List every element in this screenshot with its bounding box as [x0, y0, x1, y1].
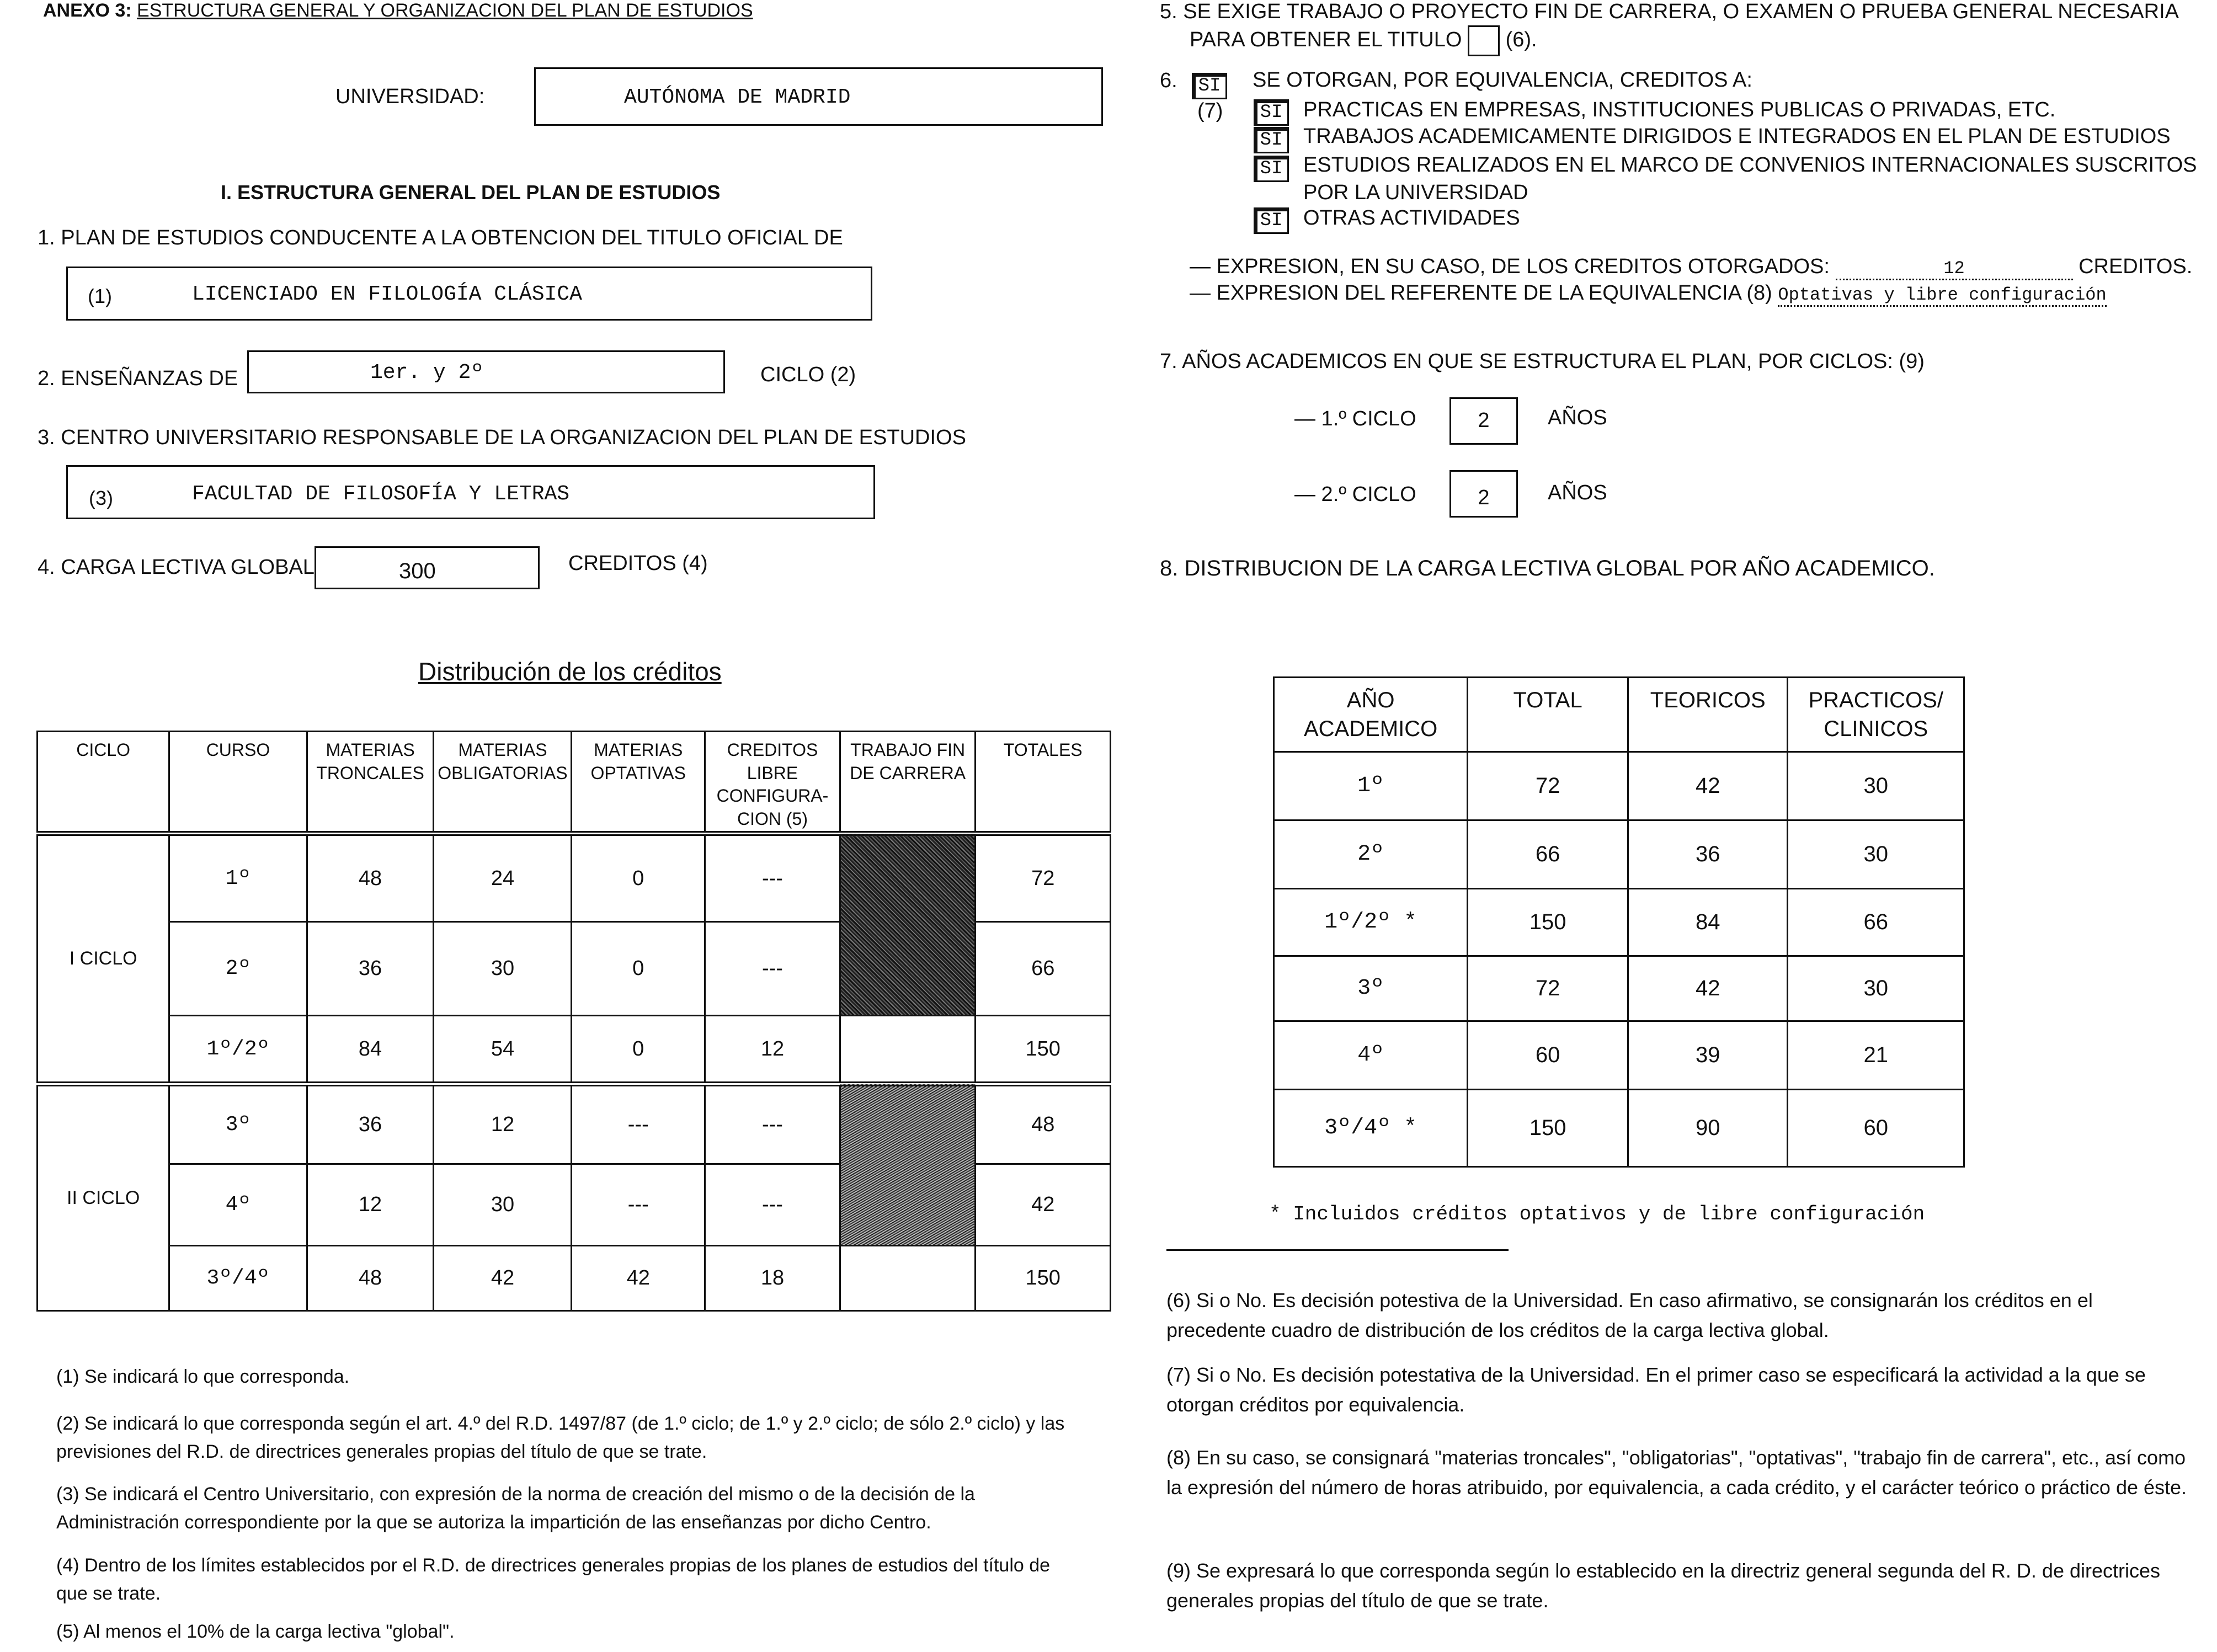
cell-practicos: 66 [1788, 889, 1964, 956]
item4-suffix: CREDITOS (4) [568, 552, 708, 575]
header-total: TOTAL [1468, 678, 1628, 752]
cell-total: 150 [1468, 889, 1628, 956]
option-text: ESTUDIOS REALIZADOS EN EL MARCO DE CONVENIOS INTERNACIONALES SUSCRITOS [1303, 153, 2197, 177]
university-field [534, 67, 1103, 126]
cell-ano: 2º [1274, 820, 1468, 889]
cell-total: 72 [1468, 956, 1628, 1021]
cell-total: 72 [1468, 752, 1628, 820]
item1-label: 1. PLAN DE ESTUDIOS CONDUCENTE A LA OBTENCION DEL TITULO OFICIAL DE [38, 226, 843, 249]
item6-ref: (7) [1197, 99, 1223, 122]
note-8: (8) En su caso, se consignará "materias troncales", "obligatorias", "optativas", "trabajo fin de carrera", etc., así como la expresión del número de horas atribuido, por equivalencia, a cada crédito, y el carácter teórico o práctico de éste. [1166, 1446, 2187, 1499]
year-distribution-table [1273, 676, 1965, 1168]
credits-value: 300 [399, 559, 436, 583]
cell-teoricos: 90 [1628, 1090, 1787, 1167]
cell-ano: 1º/2º * [1274, 889, 1468, 956]
cell-total: 48 [976, 1084, 1111, 1164]
table-row [1274, 1090, 1964, 1167]
degree-field [66, 267, 872, 321]
note-5: (5) Al menos el 10% de la carga lectiva "global". [56, 1621, 455, 1642]
header-practicos: PRACTICOS/ CLINICOS [1788, 678, 1964, 752]
cell-practicos: 60 [1788, 1090, 1964, 1167]
item5-suffix: (6). [1505, 28, 1537, 52]
cell-libre: --- [705, 922, 840, 1016]
cycle-years-value: 2 [1478, 409, 1490, 432]
cell-libre: --- [705, 1084, 840, 1164]
section-title: I. ESTRUCTURA GENERAL DEL PLAN DE ESTUDIOS [221, 181, 721, 204]
table-row [38, 1246, 1111, 1311]
cell-teoricos: 42 [1628, 752, 1787, 820]
year-table-footnote: * Incluidos créditos optativos y de libre configuración [1269, 1203, 1925, 1225]
cell-optativas: 0 [572, 834, 705, 922]
cell-obligatorias: 54 [434, 1016, 572, 1084]
expr1-suffix: CREDITOS. [2079, 255, 2193, 278]
trabajo-fin-shaded-1 [840, 834, 976, 1016]
cell-curso: 1º/2º [169, 1016, 307, 1084]
item7-label: 7. AÑOS ACADEMICOS EN QUE SE ESTRUCTURA EL PLAN, POR CICLOS: (9) [1160, 350, 1925, 373]
cell-total: 66 [1468, 820, 1628, 889]
header-totales: TOTALES [976, 732, 1111, 834]
expr1-line [1190, 255, 2205, 280]
cell-teoricos: 39 [1628, 1021, 1787, 1090]
cell-trabajo-empty [840, 1016, 976, 1084]
cell-curso: 3º/4º [169, 1246, 307, 1311]
cell-optativas: 0 [572, 1016, 705, 1084]
cell-libre: --- [705, 834, 840, 922]
footnote-divider [1166, 1249, 1509, 1251]
header-curso: CURSO [169, 732, 307, 834]
expr2-value: Optativas y libre configuración [1778, 285, 2107, 305]
cell-troncales: 12 [307, 1164, 434, 1246]
cell-total: 72 [976, 834, 1111, 922]
cell-ano: 4º [1274, 1021, 1468, 1090]
cell-practicos: 21 [1788, 1021, 1964, 1090]
cell-optativas: 0 [572, 922, 705, 1016]
degree-value: LICENCIADO EN FILOLOGÍA CLÁSICA [192, 283, 582, 306]
header-troncales: MATERIAS TRONCALES [307, 732, 434, 834]
header-ano: AÑO ACADEMICO [1274, 678, 1468, 752]
cycle-row-label: — 2.º CICLO [1294, 483, 1416, 506]
item5-line2: PARA OBTENER EL TITULO [1190, 28, 1462, 52]
table-row [1274, 889, 1964, 956]
cell-curso: 3º [169, 1084, 307, 1164]
table-row [38, 1084, 1111, 1164]
expr2-label: — EXPRESION DEL REFERENTE DE LA EQUIVALENCIA (8) [1190, 281, 1772, 305]
cycle-years-value: 2 [1478, 486, 1490, 509]
note-3: (3) Se indicará el Centro Universitario, con expresión de la norma de creación del mismo o de la decisión de la Administración correspondiente por la que se autoriza la impartición de las enseñanzas por dicho Centro. [56, 1484, 975, 1533]
table-row [38, 834, 1111, 922]
item2-label: 2. ENSEÑANZAS DE [38, 367, 238, 390]
header-trabajo-fin: TRABAJO FIN DE CARRERA [840, 732, 976, 834]
cell-curso: 2º [169, 922, 307, 1016]
note-9: (9) Se expresará lo que corresponda según lo establecido en la directriz general segunda del R. D. de directrices generales propias del título de que se trate. [1166, 1559, 2161, 1612]
cell-trabajo-empty [840, 1246, 976, 1311]
cycles-value: 1er. y 2º [370, 361, 484, 385]
expr2-line [1190, 281, 2216, 307]
cell-troncales: 36 [307, 1084, 434, 1164]
annex-title: ESTRUCTURA GENERAL Y ORGANIZACION DEL PLAN DE ESTUDIOS [137, 0, 753, 21]
expr1-value: 12 [1943, 258, 1965, 279]
cell-practicos: 30 [1788, 752, 1964, 820]
item6-si-box: SI [1192, 73, 1227, 99]
cell-total: 150 [976, 1016, 1111, 1084]
cycle-years-field [1449, 470, 1518, 518]
cell-teoricos: 42 [1628, 956, 1787, 1021]
table-row [1274, 820, 1964, 889]
cell-total: 150 [1468, 1090, 1628, 1167]
header-optativas: MATERIAS OPTATIVAS [572, 732, 705, 834]
cell-total: 42 [976, 1164, 1111, 1246]
cell-troncales: 36 [307, 922, 434, 1016]
option-text: TRABAJOS ACADEMICAMENTE DIRIGIDOS E INTEGRADOS EN EL PLAN DE ESTUDIOS [1303, 125, 2171, 148]
cycles-field [247, 350, 725, 393]
cell-curso: 4º [169, 1164, 307, 1246]
table-row [1274, 956, 1964, 1021]
annex-header [43, 0, 753, 22]
cell-troncales: 48 [307, 834, 434, 922]
credits-distribution-table [36, 731, 1111, 1312]
note-2: (2) Se indicará lo que corresponda según el art. 4.º del R.D. 1497/87 (de 1.º ciclo; de 1.º y 2.º ciclo; de sólo 2.º ciclo) y las previsiones del R.D. de directrices generales propias del título de que se trate. [56, 1413, 1065, 1462]
cell-total: 60 [1468, 1021, 1628, 1090]
ciclo-1-label: I CICLO [38, 834, 169, 1084]
header-teoricos: TEORICOS [1628, 678, 1787, 752]
dist-header-row [38, 732, 1111, 834]
item4-label: 4. CARGA LECTIVA GLOBAL [38, 556, 315, 579]
cell-libre: 18 [705, 1246, 840, 1311]
university-value: AUTÓNOMA DE MADRID [624, 86, 851, 109]
cell-optativas: --- [572, 1084, 705, 1164]
cell-obligatorias: 24 [434, 834, 572, 922]
table-row [1274, 1021, 1964, 1090]
cell-obligatorias: 42 [434, 1246, 572, 1311]
cell-teoricos: 36 [1628, 820, 1787, 889]
expr1-label: — EXPRESION, EN SU CASO, DE LOS CREDITOS OTORGADOS: [1190, 255, 1830, 278]
annex-label: ANEXO 3: [43, 0, 132, 21]
option-si-box: SI [1254, 99, 1289, 126]
credits-field [315, 546, 540, 589]
header-obligatorias: MATERIAS OBLIGATORIAS [434, 732, 572, 834]
header-libre-config: CREDITOS LIBRE CONFIGURA-CION (5) [705, 732, 840, 834]
item8-label: 8. DISTRIBUCION DE LA CARGA LECTIVA GLOBAL POR AÑO ACADEMICO. [1160, 556, 1935, 580]
table-row [1274, 752, 1964, 820]
cell-ano: 3º/4º * [1274, 1090, 1468, 1167]
university-label: UNIVERSIDAD: [335, 85, 485, 108]
item6-label: SE OTORGAN, POR EQUIVALENCIA, CREDITOS A: [1253, 68, 1752, 92]
option-text: PRACTICAS EN EMPRESAS, INSTITUCIONES PUBLICAS O PRIVADAS, ETC. [1303, 98, 2056, 121]
option-si-box: SI [1254, 156, 1289, 182]
item3-label: 3. CENTRO UNIVERSITARIO RESPONSABLE DE LA ORGANIZACION DEL PLAN DE ESTUDIOS [38, 426, 966, 449]
item3-ref: (3) [89, 487, 113, 509]
cell-troncales: 48 [307, 1246, 434, 1311]
table-row [38, 1016, 1111, 1084]
option-text-cont: POR LA UNIVERSIDAD [1303, 181, 1528, 204]
cell-troncales: 84 [307, 1016, 434, 1084]
center-value: FACULTAD DE FILOSOFÍA Y LETRAS [192, 482, 570, 506]
year-header-row [1274, 678, 1964, 752]
cell-total: 66 [976, 922, 1111, 1016]
note-6: (6) Si o No. Es decisión potestiva de la Universidad. En caso afirmativo, se consignarán los créditos en el precedente cuadro de distribución de los créditos de la carga lectiva global. [1166, 1289, 2093, 1341]
cell-obligatorias: 12 [434, 1084, 572, 1164]
item5-line1: 5. SE EXIGE TRABAJO O PROYECTO FIN DE CARRERA, O EXAMEN O PRUEBA GENERAL NECESARIA [1160, 0, 2179, 23]
note-1: (1) Se indicará lo que corresponda. [56, 1366, 350, 1387]
cell-ano: 3º [1274, 956, 1468, 1021]
dist-table-title: Distribución de los créditos [418, 657, 722, 686]
cell-obligatorias: 30 [434, 922, 572, 1016]
center-field [66, 465, 875, 519]
option-text: OTRAS ACTIVIDADES [1303, 206, 1520, 230]
cell-teoricos: 84 [1628, 889, 1787, 956]
ciclo-2-label: II CICLO [38, 1084, 169, 1311]
cycle-row-label: — 1.º CICLO [1294, 407, 1416, 430]
item2-suffix: CICLO (2) [760, 363, 856, 386]
note-4: (4) Dentro de los límites establecidos por el R.D. de directrices generales propias de los planes de estudios del título de que se trate. [56, 1555, 1051, 1604]
cell-practicos: 30 [1788, 956, 1964, 1021]
cycle-row-unit: AÑOS [1548, 406, 1607, 429]
item5-line2-wrap [1190, 25, 1537, 56]
trabajo-fin-shaded-2 [840, 1084, 976, 1246]
cell-libre: --- [705, 1164, 840, 1246]
cell-curso: 1º [169, 834, 307, 922]
cycle-years-field [1449, 397, 1518, 445]
cell-obligatorias: 30 [434, 1164, 572, 1246]
cell-total: 150 [976, 1246, 1111, 1311]
item6-num: 6. [1160, 69, 1177, 92]
cycle-row-unit: AÑOS [1548, 481, 1607, 504]
cell-optativas: 42 [572, 1246, 705, 1311]
option-si-box: SI [1254, 127, 1289, 153]
cell-libre: 12 [705, 1016, 840, 1084]
cell-ano: 1º [1274, 752, 1468, 820]
option-si-box: SI [1254, 207, 1289, 234]
item1-ref: (1) [88, 285, 112, 307]
header-ciclo: CICLO [38, 732, 169, 834]
cell-optativas: --- [572, 1164, 705, 1246]
note-7: (7) Si o No. Es decisión potestativa de la Universidad. En el primer caso se especificará la actividad a la que se otorgan créditos por equivalencia. [1166, 1363, 2146, 1416]
item5-checkbox[interactable] [1468, 25, 1500, 56]
cell-practicos: 30 [1788, 820, 1964, 889]
